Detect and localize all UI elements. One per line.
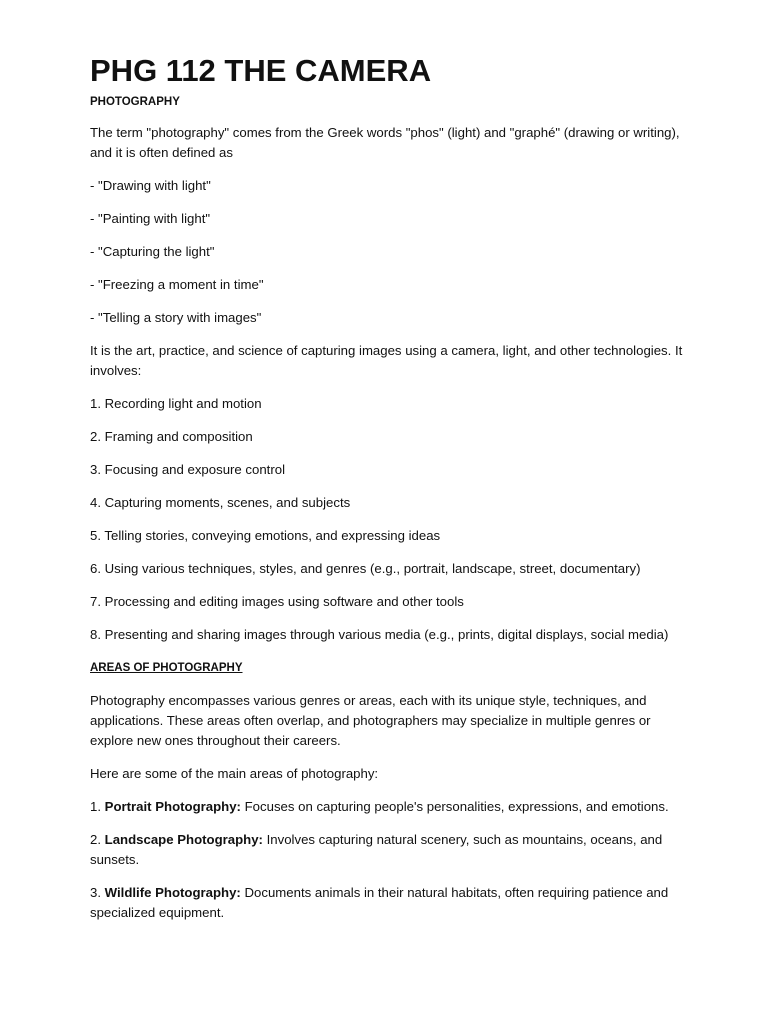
area-number: 3. bbox=[90, 885, 101, 900]
definition-item: - "Freezing a moment in time" bbox=[90, 277, 264, 292]
involves-item: 4. Capturing moments, scenes, and subjects bbox=[90, 495, 351, 510]
areas-lead-paragraph: Here are some of the main areas of photography: bbox=[90, 766, 379, 781]
involves-item: 3. Focusing and exposure control bbox=[90, 462, 285, 477]
section-subheading: PHOTOGRAPHY bbox=[90, 96, 180, 108]
areas-intro-paragraph: Photography encompasses various genres or areas, each with its unique style, techniques, and applications. These areas often overlap, and photographers may specialize in multiple genres or explore new ones throughout their careers. bbox=[90, 693, 651, 748]
involves-item: 2. Framing and composition bbox=[90, 429, 253, 444]
definition-item: - "Capturing the light" bbox=[90, 244, 215, 259]
areas-heading: AREAS OF PHOTOGRAPHY bbox=[90, 662, 243, 674]
area-item bbox=[90, 883, 690, 923]
area-number: 1. bbox=[90, 799, 101, 814]
area-name: Landscape Photography: bbox=[104, 832, 263, 847]
definition-item: - "Telling a story with images" bbox=[90, 310, 262, 325]
involves-item: 6. Using various techniques, styles, and genres (e.g., portrait, landscape, street, documentary) bbox=[90, 561, 641, 576]
document-page bbox=[90, 52, 690, 936]
involves-item: 8. Presenting and sharing images through various media (e.g., prints, digital displays, social media) bbox=[90, 627, 669, 642]
area-name: Wildlife Photography: bbox=[104, 885, 241, 900]
area-description: Involves capturing natural scenery, such as mountains, oceans, and sunsets. bbox=[90, 832, 663, 867]
area-description: Focuses on capturing people's personalities, expressions, and emotions. bbox=[244, 799, 669, 814]
art-paragraph: It is the art, practice, and science of capturing images using a camera, light, and other technologies. It involves: bbox=[90, 343, 683, 378]
area-item bbox=[90, 830, 690, 870]
involves-item: 7. Processing and editing images using software and other tools bbox=[90, 594, 464, 609]
involves-item: 1. Recording light and motion bbox=[90, 396, 262, 411]
area-description: Documents animals in their natural habitats, often requiring patience and specialized equipment. bbox=[90, 885, 669, 920]
area-item bbox=[90, 797, 690, 817]
area-name: Portrait Photography: bbox=[104, 799, 241, 814]
involves-item: 5. Telling stories, conveying emotions, and expressing ideas bbox=[90, 528, 441, 543]
definition-item: - "Painting with light" bbox=[90, 211, 211, 226]
definition-item: - "Drawing with light" bbox=[90, 178, 211, 193]
intro-paragraph: The term "photography" comes from the Greek words "phos" (light) and "graphé" (drawing or writing), and it is often defined as bbox=[90, 125, 680, 160]
page-title: PHG 112 THE CAMERA bbox=[90, 53, 432, 88]
area-number: 2. bbox=[90, 832, 101, 847]
